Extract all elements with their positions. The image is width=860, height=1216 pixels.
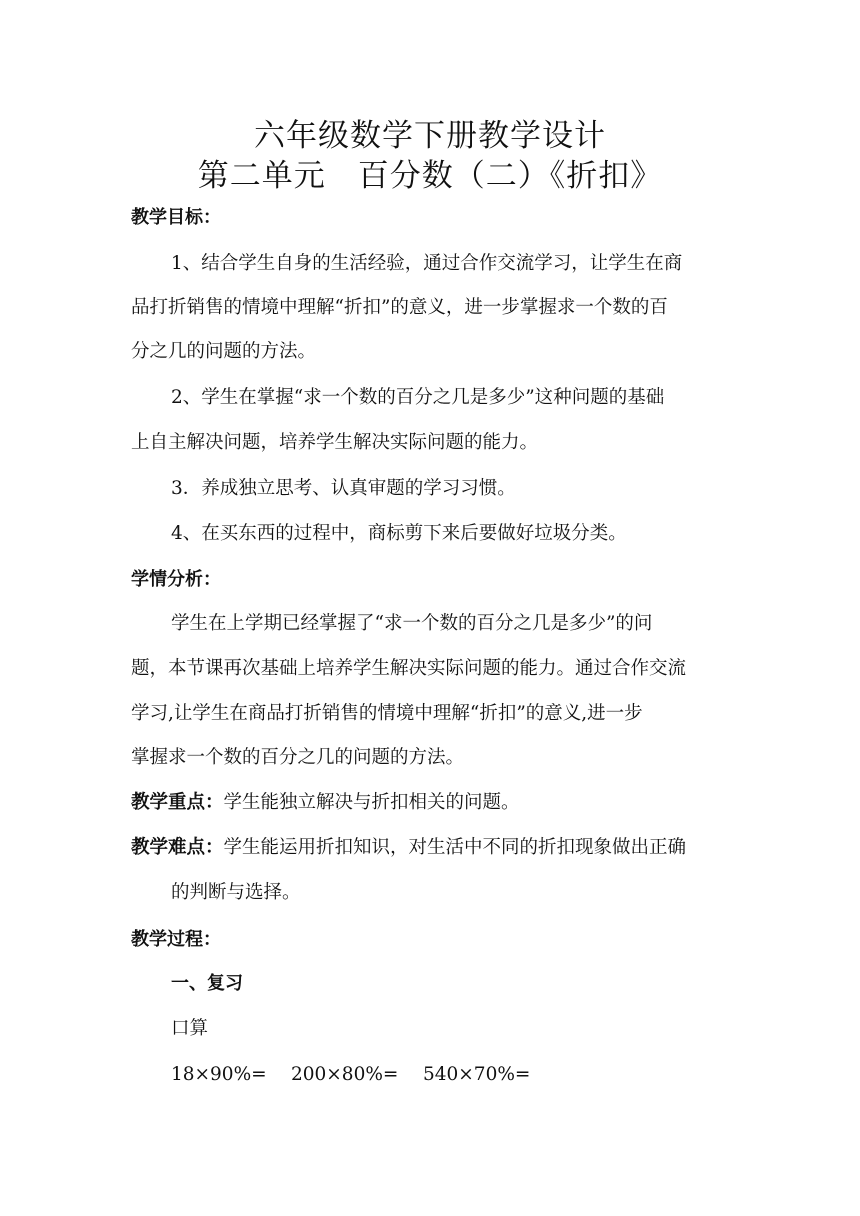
process-heading: 教学过程： [131, 929, 221, 950]
analysis-line-4: 掌握求一个数的百分之几的问题的方法。 [131, 747, 465, 768]
analysis-heading: 学情分析： [131, 569, 221, 590]
key-point-label: 教学重点： [131, 792, 224, 813]
objective-4: 4、在买东西的过程中，商标剪下来后要做好垃圾分类。 [171, 523, 627, 544]
difficulty-text-continued: 的判断与选择。 [171, 882, 301, 903]
objective-1-line-1: 1、结合学生自身的生活经验，通过合作交流学习，让学生在商 [171, 253, 683, 274]
objective-2-line-2: 上自主解决问题，培养学生解决实际问题的能力。 [131, 432, 539, 453]
analysis-line-3: 学习,让学生在商品打折销售的情境中理解“折扣”的意义,进一步 [131, 703, 643, 724]
calc-item: 18×90%= [171, 1064, 267, 1085]
document-title: 六年级数学下册教学设计 [254, 118, 606, 154]
analysis-line-2: 题，本节课再次基础上培养学生解决实际问题的能力。通过合作交流 [131, 658, 687, 679]
difficulty-text: 学生能运用折扣知识，对生活中不同的折扣现象做出正确 [223, 837, 687, 858]
oral-calc-label: 口算 [171, 1018, 209, 1039]
difficulty-label: 教学难点： [131, 837, 224, 858]
objectives-heading: 教学目标： [131, 207, 221, 228]
key-point [131, 791, 731, 815]
analysis-line-1: 学生在上学期已经掌握了“求一个数的百分之几是多少”的问 [171, 613, 653, 634]
objective-2-line-1: 2、学生在掌握“求一个数的百分之几是多少”这种问题的基础 [171, 387, 665, 408]
unit-title: 第二单元 百分数（二）《折扣》 [197, 158, 663, 194]
key-point-text: 学生能独立解决与折扣相关的问题。 [223, 792, 520, 813]
section-review-heading: 一、复习 [171, 973, 243, 994]
objective-1-line-3: 分之几的问题的方法。 [131, 341, 317, 362]
objective-1-line-2: 品打折销售的情境中理解“折扣”的意义，进一步掌握求一个数的百 [131, 297, 668, 318]
calc-item: 200×80%= [291, 1064, 399, 1085]
calc-item: 540×70%= [423, 1064, 531, 1085]
difficulty [131, 836, 731, 860]
calc-row [171, 1063, 771, 1087]
objective-3: 3．养成独立思考、认真审题的学习习惯。 [171, 478, 516, 499]
